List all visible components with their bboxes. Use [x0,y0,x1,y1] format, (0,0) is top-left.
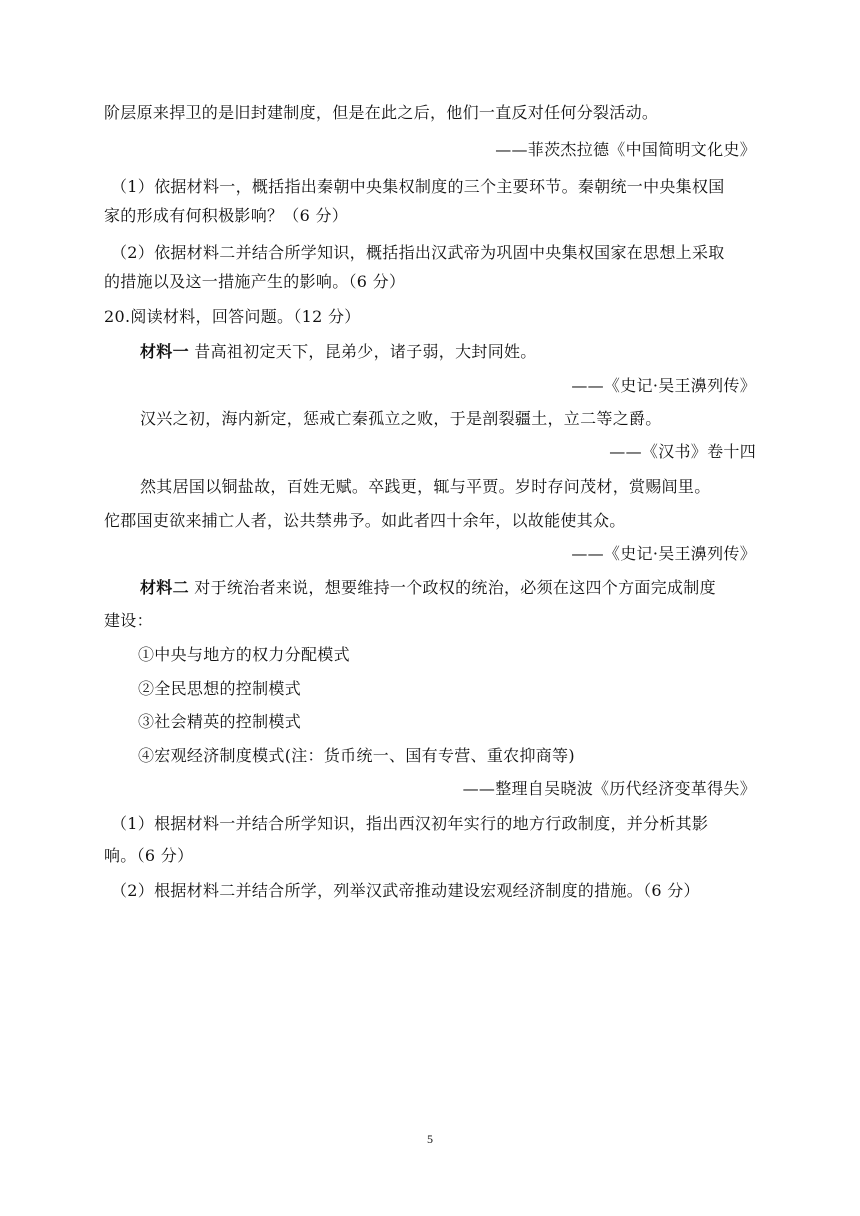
material-2-list-item: ④宏观经济制度模式(注：货币统一、国有专营、重农抑商等) [138,746,575,765]
material-1-paragraph-2-source: ——《汉书》卷十四 [609,442,756,461]
question-19-1-line2: 家的形成有何积极影响？（6 分） [104,206,349,225]
material-1-paragraph-3-source: ——《史记·吴王濞列传》 [571,544,756,563]
question-20-1-line2: 响。（6 分） [104,846,194,865]
material-1-paragraph-1 [140,341,537,363]
material-1-text: 昔高祖初定天下，昆弟少，诸子弱，大封同姓。 [188,342,537,361]
page-number: 5 [427,1132,433,1146]
material-2-source: ——整理自吴晓波《历代经济变革得失》 [462,779,756,798]
intro-source: ——菲茨杰拉德《中国简明文化史》 [495,140,756,159]
material-2-label: 材料二 [140,578,189,597]
question-20-1-line1: （1）根据材料一并结合所学知识，指出西汉初年实行的地方行政制度，并分析其影 [111,814,709,833]
material-2-text: 对于统治者来说，想要维持一个政权的统治，必须在这四个方面完成制度 [188,578,716,597]
question-20-heading: 20.阅读材料，回答问题。（12 分） [104,307,361,326]
material-1-paragraph-3-line2: 佗郡国吏欲来捕亡人者，讼共禁弗予。如此者四十余年，以故能使其众。 [104,511,626,530]
material-2-list-item: ③社会精英的控制模式 [138,712,302,731]
material-2-list-item: ①中央与地方的权力分配模式 [138,645,350,664]
question-19-1-line1: （1）依据材料一，概括指出秦朝中央集权制度的三个主要环节。秦朝统一中央集权国 [111,177,725,196]
question-19-2-line2: 的措施以及这一措施产生的影响。（6 分） [104,272,406,291]
material-2-paragraph-line2: 建设： [104,611,153,630]
intro-text-line: 阶层原来捍卫的是旧封建制度，但是在此之后，他们一直反对任何分裂活动。 [104,103,659,122]
material-1-label: 材料一 [140,342,189,361]
material-1-paragraph-2: 汉兴之初，海内新定，惩戒亡秦孤立之败，于是剖裂疆土，立二等之爵。 [140,409,662,428]
material-2-list-item: ②全民思想的控制模式 [138,679,302,698]
material-2-paragraph-line1 [140,577,716,599]
question-19-2-line1: （2）依据材料二并结合所学知识，概括指出汉武帝为巩固中央集权国家在思想上采取 [111,243,725,262]
question-20-2: （2）根据材料二并结合所学，列举汉武帝推动建设宏观经济制度的措施。（6 分） [111,881,700,900]
material-1-source: ——《史记·吴王濞列传》 [571,376,756,395]
material-1-paragraph-3-line1: 然其居国以铜盐故，百姓无赋。卒践更，辄与平贾。岁时存问茂材，赏赐闾里。 [140,477,711,496]
